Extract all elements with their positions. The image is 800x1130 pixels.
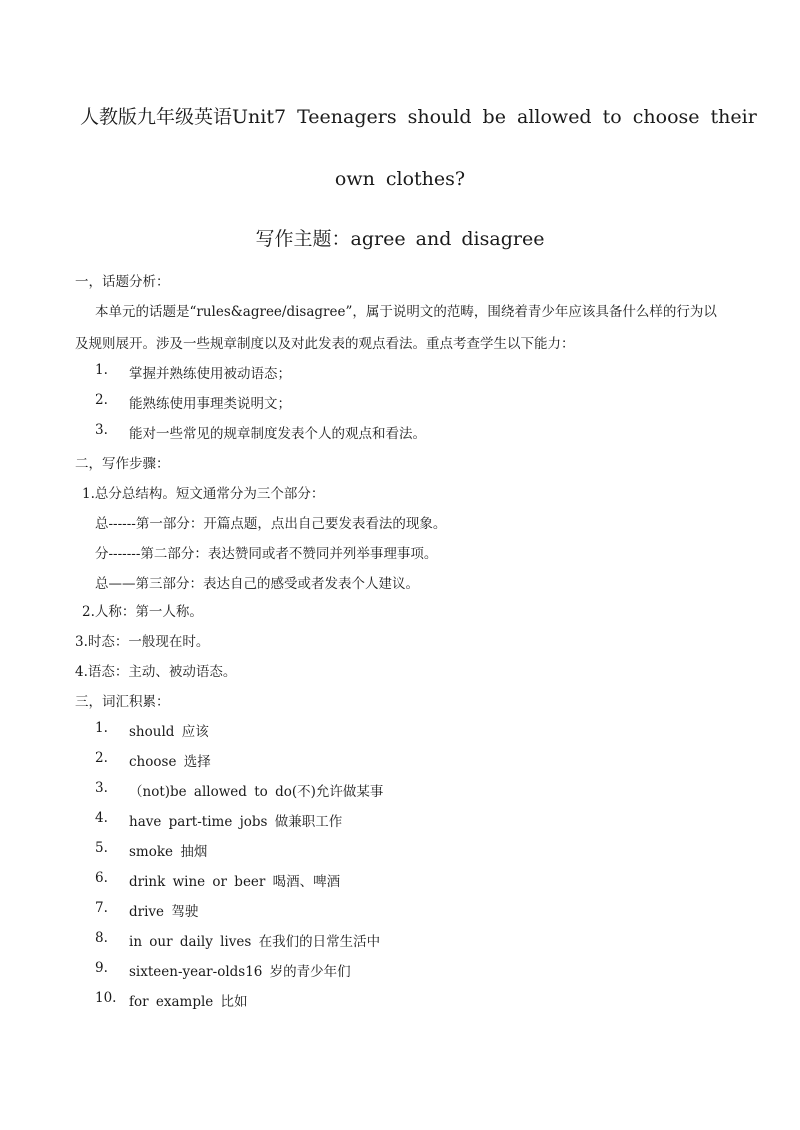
structure-part2: 分-------第二部分：表达赞同或者不赞同并列举事理事项。 <box>95 546 438 562</box>
list-item-text: sixteen-year-olds16 岁的青少年们 <box>129 964 351 980</box>
list-item-number: 3. <box>95 422 108 438</box>
document-title-line1: 人教版九年级英语Unit7 Teenagers should be allowed to choose their <box>80 106 757 128</box>
list-item-text: smoke 抽烟 <box>129 844 208 860</box>
document-title-line2: own clothes? <box>334 168 466 190</box>
section3-heading: 三，词汇积累： <box>75 694 170 710</box>
list-item-number: 5. <box>95 840 108 856</box>
list-item-number: 2. <box>95 392 108 408</box>
section2-heading: 二，写作步骤： <box>75 456 170 472</box>
list-item-number: 1. <box>95 362 108 378</box>
list-item-text: should 应该 <box>129 724 209 740</box>
list-item-number: 10. <box>95 990 117 1006</box>
list-item-text: （not)be allowed to do(不)允许做某事 <box>129 784 384 800</box>
list-item-number: 3. <box>95 780 108 796</box>
list-item-text: choose 选择 <box>129 754 211 770</box>
voice-line: 4.语态：主动、被动语态。 <box>75 664 237 680</box>
structure-line: 1.总分总结构。短文通常分为三个部分： <box>82 486 325 502</box>
list-item-text: for example 比如 <box>129 994 248 1010</box>
person-line: 2.人称：第一人称。 <box>82 604 203 620</box>
section1-paragraph: 本单元的话题是“rules&agree/disagree”，属于说明文的范畴，围绕着青少年应该具备什么样的行为以及规则展开。涉及一些规章制度以及对此发表的观点看法。重点考查学生以下能力： <box>75 304 717 352</box>
list-item-number: 1. <box>95 720 108 736</box>
structure-part1: 总------第一部分：开篇点题，点出自己要发表看法的现象。 <box>95 516 447 532</box>
list-item-text: 能对一些常见的规章制度发表个人的观点和看法。 <box>129 426 426 442</box>
list-item-number: 7. <box>95 900 108 916</box>
list-item-number: 2. <box>95 750 108 766</box>
list-item-text: in our daily lives 在我们的日常生活中 <box>129 934 381 950</box>
list-item-number: 9. <box>95 960 108 976</box>
list-item-text: drink wine or beer 喝酒、啤酒 <box>129 874 341 890</box>
list-item-text: 掌握并熟练使用被动语态； <box>129 366 291 382</box>
structure-part3: 总——第三部分：表达自己的感受或者发表个人建议。 <box>95 576 419 592</box>
section1-heading: 一，话题分析： <box>75 274 170 290</box>
list-item-number: 8. <box>95 930 108 946</box>
list-item-text: drive 驾驶 <box>129 904 199 920</box>
writing-topic-title: 写作主题：agree and disagree <box>255 228 545 250</box>
list-item-text: have part-time jobs 做兼职工作 <box>129 814 343 830</box>
tense-line: 3.时态：一般现在时。 <box>75 634 210 650</box>
list-item-text: 能熟练使用事理类说明文； <box>129 396 291 412</box>
list-item-number: 6. <box>95 870 108 886</box>
list-item-number: 4. <box>95 810 108 826</box>
